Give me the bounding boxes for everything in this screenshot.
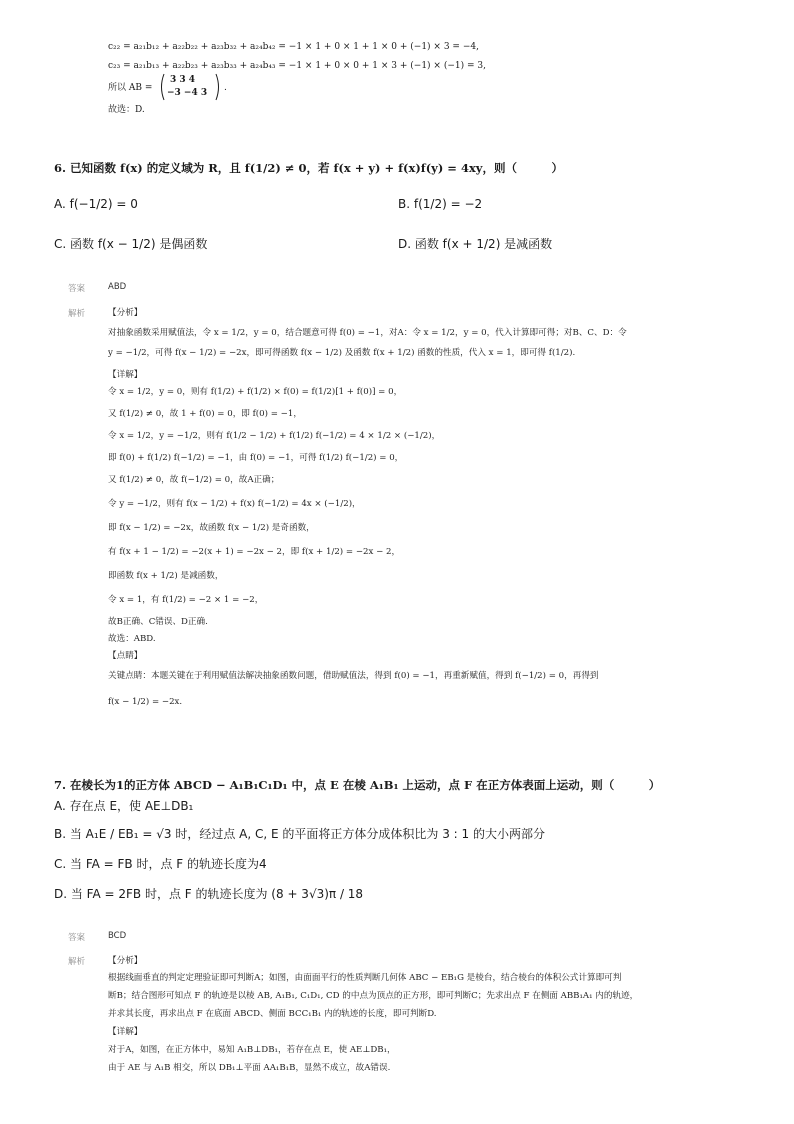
q6-line: 有 f(x + 1 − 1/2) = −2(x + 1) = −2x − 2，即 f(x + 1/2) = −2x − 2，: [108, 547, 401, 557]
q7-option-a: A. 存在点 E，使 AE⊥DB₁: [54, 799, 194, 813]
q6-line: 即 f(0) + f(1/2) f(−1/2) = −1，由 f(0) = −1，可得 f(1/2) f(−1/2) = 0，: [108, 453, 404, 463]
q6-line: 【点睛】: [108, 651, 143, 661]
equation-c22: c₂₂ = a₂₁b₁₂ + a₂₂b₂₂ + a₂₃b₃₂ + a₂₄b₄₂ = −1 × 1 + 0 × 1 + 1 × 0 + (−1) × 3 = −4,: [108, 42, 479, 52]
q6-line: 令 x = 1，有 f(1/2) = −2 × 1 = −2，: [108, 595, 264, 605]
q7-line: 并求其长度，再求出点 F 在底面 ABCD、侧面 BCC₁B₁ 内的轨迹的长度，即可判断D.: [108, 1009, 437, 1019]
q7-analysis-tag: 解析: [68, 957, 86, 967]
q7-analysis: [108, 955, 748, 1080]
q6-analysis: [108, 307, 728, 716]
q6-line: 令 x = 1/2，y = 0，则有 f(1/2) + f(1/2) × f(0) = f(1/2)[1 + f(0)] = 0，: [108, 387, 403, 397]
result-matrix: [158, 73, 228, 101]
q6-line: 又 f(1/2) ≠ 0，故 1 + f(0) = 0，即 f(0) = −1，: [108, 409, 302, 419]
q6-line: 故B正确、C错误、D正确.: [108, 617, 208, 627]
q6-line: 对抽象函数采用赋值法，令 x = 1/2，y = 0，结合题意可得 f(0) = −1，对A：令 x = 1/2，y = 0，代入计算即可得；对B、C、D：令: [108, 328, 627, 338]
q6-line: 即函数 f(x + 1/2) 是减函数，: [108, 571, 224, 581]
matrix-row-2: −3 −4 3: [167, 88, 208, 98]
q6-option-d: D. 函数 f(x + 1/2) 是减函数: [398, 237, 553, 251]
q6-line: 【分析】: [108, 308, 143, 318]
q7-option-d: D. 当 FA = 2FB 时，点 F 的轨迹长度为 (8 + 3√3)π / 18: [54, 887, 364, 901]
q6-line: 故选：ABD.: [108, 634, 156, 644]
q6-analysis-tag: 解析: [68, 309, 86, 319]
q6-option-c: C. 函数 f(x − 1/2) 是偶函数: [54, 237, 208, 251]
ab-result-label: 所以 AB =: [108, 83, 153, 93]
q7-option-c: C. 当 FA = FB 时，点 F 的轨迹长度为4: [54, 857, 267, 871]
matrix-row-1: 3 3 4: [170, 75, 196, 85]
q6-answer: ABD: [108, 282, 127, 292]
q6-line: y = −1/2，可得 f(x − 1/2) = −2x，即可得函数 f(x − 1/2) 及函数 f(x + 1/2) 函数的性质，代入 x = 1，即可得 f(1/2).: [108, 348, 576, 358]
choice-line-prev: 故选：D.: [108, 105, 145, 115]
q7-line: 根据线面垂直的判定定理验证即可判断A；如图，由面面平行的性质判断几何体 ABC − EB₁G 是棱台，结合棱台的体积公式计算即可判: [108, 973, 622, 983]
q6-line: 又 f(1/2) ≠ 0，故 f(−1/2) = 0，故A正确；: [108, 475, 280, 485]
q6-line: 关键点睛：本题关键在于利用赋值法解决抽象函数问题，借助赋值法，得到 f(0) = −1，再重新赋值，得到 f(−1/2) = 0，再得到: [108, 671, 599, 681]
q6-line: 令 x = 1/2，y = −1/2，则有 f(1/2 − 1/2) + f(1/2) f(−1/2) = 4 × 1/2 × (−1/2)，: [108, 431, 441, 441]
q6-answer-tag: 答案: [68, 284, 86, 294]
q7-answer-tag: 答案: [68, 933, 86, 943]
matrix-period: .: [224, 83, 227, 93]
equation-c23: c₂₃ = a₂₁b₁₃ + a₂₂b₂₃ + a₂₃b₃₃ + a₂₄b₄₃ = −1 × 1 + 0 × 0 + 1 × 3 + (−1) × (−1) = 3,: [108, 61, 486, 71]
q6-option-b: B. f(1/2) = −2: [398, 197, 483, 211]
q7-line: 由于 AE 与 A₁B 相交，所以 DB₁⊥平面 AA₁B₁B，显然不成立，故A错误.: [108, 1063, 391, 1073]
q7-option-b: B. 当 A₁E / EB₁ = √3 时，经过点 A, C, E 的平面将正方体分成体积比为 3 : 1 的大小两部分: [54, 827, 545, 841]
q7-line: 断B；结合图形可知点 F 的轨迹是以棱 AB, A₁B₁, C₁D₁, CD 的中点为顶点的正方形，即可判断C；先求出点 F 在侧面 ABB₁A₁ 内的轨迹，: [108, 991, 639, 1001]
q6-line: 令 y = −1/2，则有 f(x − 1/2) + f(x) f(−1/2) = 4x × (−1/2)，: [108, 499, 361, 509]
q6-line: 【详解】: [108, 370, 143, 380]
q6-line: 即 f(x − 1/2) = −2x，故函数 f(x − 1/2) 是奇函数，: [108, 523, 315, 533]
q6-line: f(x − 1/2) = −2x.: [108, 697, 183, 707]
q6-option-a: A. f(−1/2) = 0: [54, 197, 138, 211]
q7-answer: BCD: [108, 931, 127, 941]
q7-line: 【详解】: [108, 1027, 143, 1037]
q7-line: 【分析】: [108, 956, 143, 966]
q7-stem: 7. 在棱长为1的正方体 ABCD − A₁B₁C₁D₁ 中，点 E 在棱 A₁B₁ 上运动，点 F 在正方体表面上运动，则（ ）: [54, 778, 661, 792]
q7-line: 对于A，如图，在正方体中，易知 A₁B⊥DB₁，若存在点 E，使 AE⊥DB₁，: [108, 1045, 396, 1055]
q6-stem: 6. 已知函数 f(x) 的定义域为 R，且 f(1/2) ≠ 0，若 f(x + y) + f(x)f(y) = 4xy，则（ ）: [54, 161, 563, 175]
